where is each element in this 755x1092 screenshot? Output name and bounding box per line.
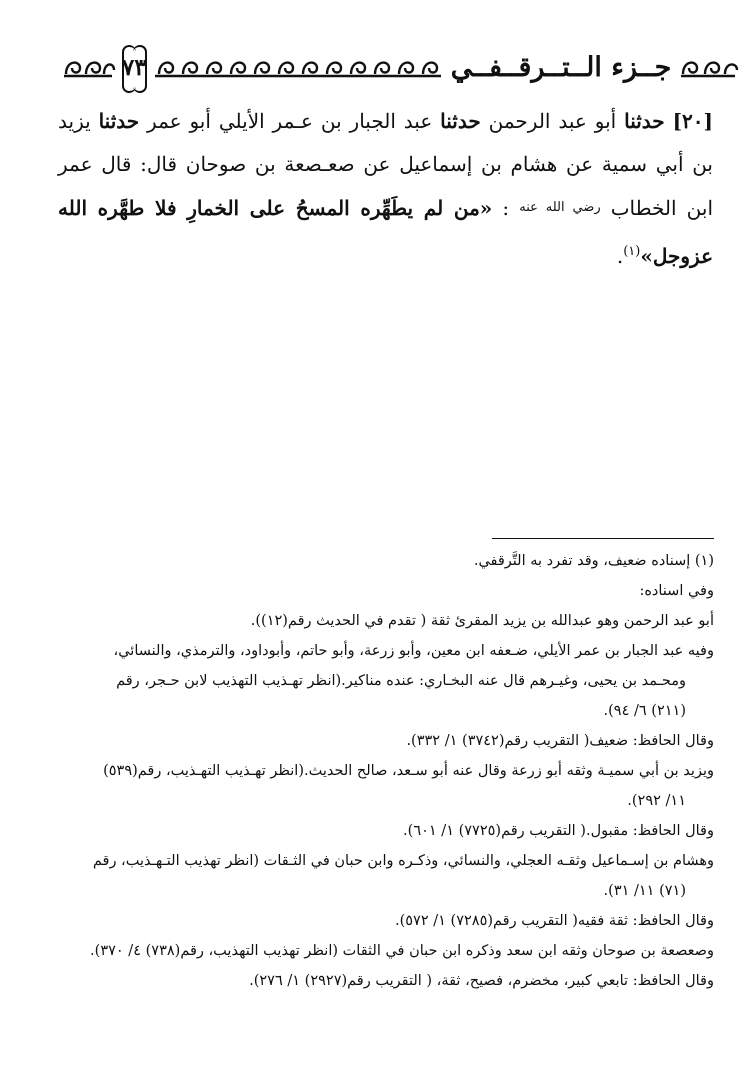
footnote-line: وصعصعة بن صوحان وثقه ابن سعد وذكره ابن حبان في الثقات (انظر تهذيب التهذيب، رقم(٧٣٨) ٤/ ٣٧٠). — [90, 943, 714, 959]
running-title: جــزء الــتــرقــفــي — [450, 51, 672, 83]
chain-word: حدثنا — [98, 109, 140, 133]
footnote-line: وقال الحافظ: ثقة فقيه( التقريب رقم(٧٢٨٥) ١/ ٥٧٢). — [394, 913, 714, 929]
narrator: يزيد بن أبي سمية عن هشام بن إسماعيل عن صعـصعة بن صوحان قال: قال عمر ابن الخطاب — [58, 109, 714, 220]
hadith-text: [٢٠] حدثنا أبو عبد الرحمن حدثنا عبد الجبار بن عـمر الأيلي أبو عمر حدثنا يزيد بن أبي سمية عن هشام بن إسماعيل عن صعـصعة بن صوحان قال: قال عمر ابن الخطاب $^{رضي الله عنه}$ : «من لم يطَهِّره المسحُ على الخمارِ فلا طهَّره الله عزوجل»$^{(١)}$. — [58, 109, 714, 268]
page-number: ٧٣ — [122, 53, 147, 81]
footnote-line: (١) إسناده ضعيف، وقد تفرد به التَّرقفي. — [473, 553, 714, 569]
footnote-line: وهشام بن إسـماعيل وثقـه العجلي، والنسائي، وذكـره وابن حبان في الثـقات (انظر تهذيب التـهـذيب، رقم — [92, 853, 714, 869]
chain-word: حدثنا — [624, 109, 665, 133]
footnote-line: أبو عبد الرحمن وهو عبدالله بن يزيد المقرئ ثقة ( تقدم في الحديث رقم(١٢)). — [250, 613, 714, 629]
end-punctuation: . — [616, 244, 624, 268]
footnote-reference: (١) — [623, 244, 641, 259]
bracket-right-icon — [133, 45, 147, 93]
ornament-left — [62, 54, 116, 80]
chain-word: حدثنا — [440, 109, 481, 133]
footnotes — [52, 546, 714, 996]
footnote-line: وفي اسناده: — [639, 583, 714, 599]
knot-border-icon — [153, 54, 443, 80]
salutation: رضي الله عنه — [519, 200, 601, 215]
footnote-line: ومحـمد بن يحيى، وغيـرهم قال عنه البخـاري: عنده مناكير.(انظر تهـذيب التهذيب لابن حـجر، رقم — [116, 673, 686, 689]
footnote-line: وفيه عبد الجبار بن عمر الأيلي، ضـعفه ابن معين، وأبو زرعة، وأبو حاتم، وأبوداود، والترمذي، والنسائي، — [113, 643, 714, 659]
footnote-line: وقال الحافظ: مقبول.( التقريب رقم(٧٧٢٥) ١/ ٦٠١). — [403, 823, 714, 839]
footnote-line: وقال الحافظ: تابعي كبير، مخضرم، فصيح، ثقة، ( التقريب رقم(٢٩٢٧) ١/ ٢٧٦). — [249, 973, 714, 989]
footnote-line: (٧١) ١١/ ٣١). — [603, 883, 686, 899]
hadith-matn: «من لم يطَهِّره المسحُ على الخمارِ فلا طهَّره الله عزوجل» — [58, 196, 713, 268]
page-number-box — [122, 45, 147, 89]
footnote-line: ١١/ ٢٩٢). — [627, 793, 686, 809]
footnote-separator — [492, 538, 714, 539]
narrator: أبو عبد الرحمن — [488, 109, 617, 133]
hadith-number: [٢٠] — [672, 109, 713, 133]
footnote-line: (٢١١) ٦/ ٩٤). — [603, 703, 686, 719]
narrator: عبد الجبار بن عـمر الأيلي أبو عمر — [147, 109, 433, 133]
knot-ornament-icon — [62, 54, 116, 80]
knot-ornament-icon — [679, 54, 739, 80]
footnote-line: ويزيد بن أبي سميـة وثقه أبو زرعة وقال عنه أبو سـعد، صالح الحديث.(انظر تهـذيب التهـذيب، رقم(٥٣٩) — [103, 763, 714, 779]
page-header — [62, 38, 712, 96]
ornament-middle — [153, 54, 443, 80]
footnote-line: وقال الحافظ: ضعيف( التقريب رقم(٣٧٤٢) ١/ ٣٣٢). — [406, 733, 714, 749]
ornament-right — [679, 54, 739, 80]
